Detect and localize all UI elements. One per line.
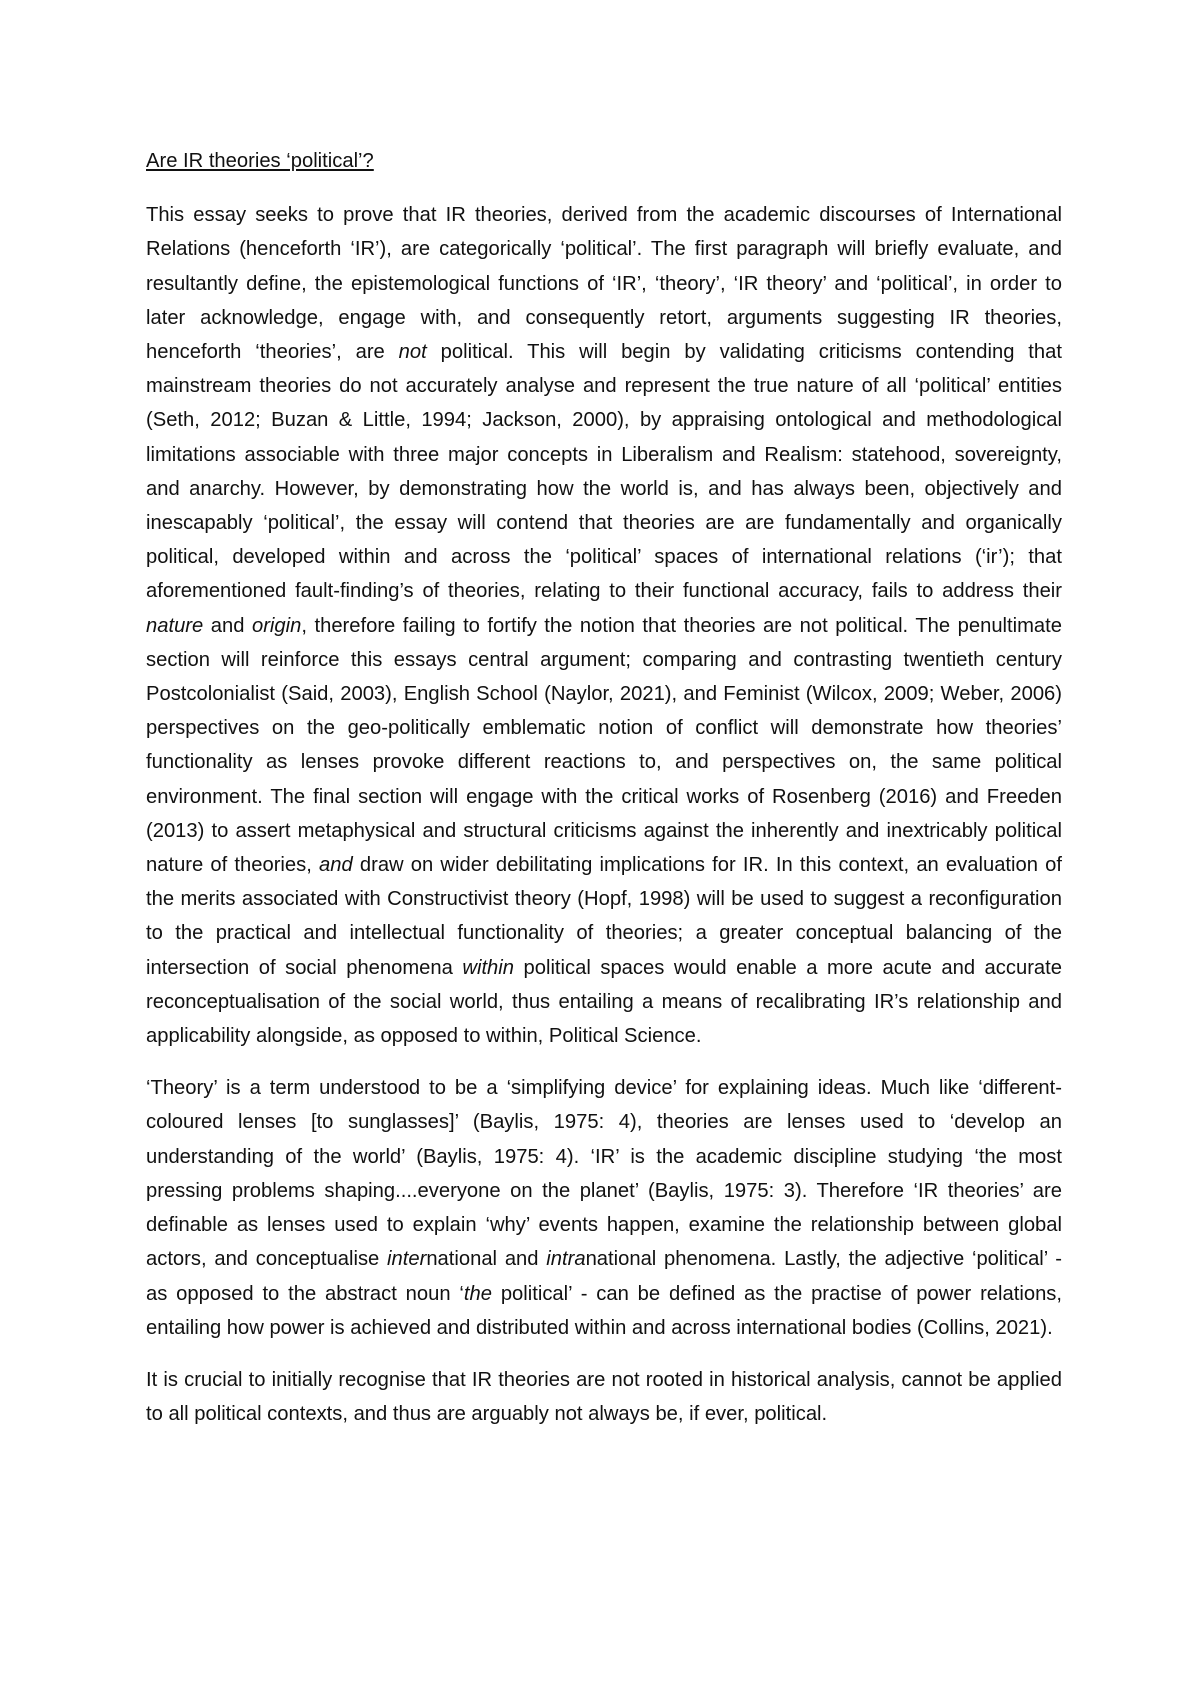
italic-text: not [398,341,427,364]
paragraph [146,198,1062,1053]
paragraph-text: national phenomena. Lastly, the adjective ‘political’ - as opposed to the abstract noun ‘ [146,1248,1063,1305]
paragraph-text: national and [426,1248,547,1271]
paragraph-text: political spaces would enable a more acute and accurate reconceptualisation of the social world, thus entailing a means of recalibrating IR’s relationship and applicability alongside, as opposed to within, Political Science. [146,956,1062,1048]
italic-text: origin [251,614,302,637]
italic-text: intra [546,1248,586,1271]
essay-body [146,144,1062,1449]
paragraph-text: draw on wider debilitating implications for IR. In this context, an evaluation of the merits associated with Constructivist theory (Hopf, 1998) will be used to suggest a reconfiguration to the practical and intellectual functionality of theories; a greater conceptual balancing of the intersection of social phenomena [146,854,1062,979]
paragraph-list [146,198,1062,1431]
italic-text: and [319,854,353,877]
paragraph [146,1363,1062,1431]
italic-text: inter [387,1248,427,1271]
paragraph-text: political’ - can be defined as the practise of power relations, entailing how power is achieved and distributed within and across international bodies (Collins, 2021). [146,1282,1062,1339]
essay-title: Are IR theories ‘political’? [146,150,374,172]
paragraph-text: It is crucial to initially recognise that IR theories are not rooted in historical analysis, cannot be applied to all political contexts, and thus are arguably not always be, if ever, political. [146,1368,1062,1426]
italic-text: within [462,956,514,979]
italic-text: the [463,1282,492,1305]
paragraph [146,1071,1062,1345]
paragraph-text: political. This will begin by validating criticisms contending that mainstream theories do not accurately analyse and represent the true nature of all ‘political’ entities (Seth, 2012; Buzan & Little, 1994; Jackson, 2000), by appraising ontological and methodological limitations associable with three major concepts in Liberalism and Realism: statehood, sovereignty, and anarchy. However, by demonstrating how the world is, and has always been, objectively and inescapably ‘political’, the essay will contend that theories are are fundamentally and organically political, developed within and across the ‘political’ spaces of international relations (‘ir’); that aforementioned fault-finding’s of theories, relating to their functional accuracy, fails to address their [146,341,1062,603]
italic-text: nature [146,614,204,637]
paragraph-text: and [203,614,252,637]
paragraph-text: This essay seeks to prove that IR theories, derived from the academic discourses of International Relations (henceforth ‘IR’), are categorically ‘political’. The first paragraph will briefly evaluate, and resultantly define, the epistemological functions of ‘IR’, ‘theory’, ‘IR theory’ and ‘political’, in order to later acknowledge, engage with, and consequently retort, arguments suggesting IR theories, henceforth ‘theories’, are [146,204,1062,364]
paragraph-text: ‘Theory’ is a term understood to be a ‘simplifying device’ for explaining ideas. Much like ‘different-coloured lenses [to sunglasses]’ (Baylis, 1975: 4), theories are lenses used to ‘develop an understanding of the world’ (Baylis, 1975: 4). ‘IR’ is the academic discipline studying ‘the most pressing problems shaping....everyone on the planet’ (Baylis, 1975: 3). Therefore ‘IR theories’ are definable as lenses used to explain ‘why’ events happen, examine the relationship between global actors, and conceptualise [146,1077,1062,1271]
paragraph-text: , therefore failing to fortify the notion that theories are not political. The penultimate section will reinforce this essays central argument; comparing and contrasting twentieth century Postcolonialist (Said, 2003), English School (Naylor, 2021), and Feminist (Wilcox, 2009; Weber, 2006) perspectives on the geo-politically emblematic notion of conflict will demonstrate how theories’ functionality as lenses provoke different reactions to, and perspectives on, the same political environment. The final section will engage with the critical works of Rosenberg (2016) and Freeden (2013) to assert metaphysical and structural criticisms against the inherently and inextricably political nature of theories, [146,614,1063,877]
